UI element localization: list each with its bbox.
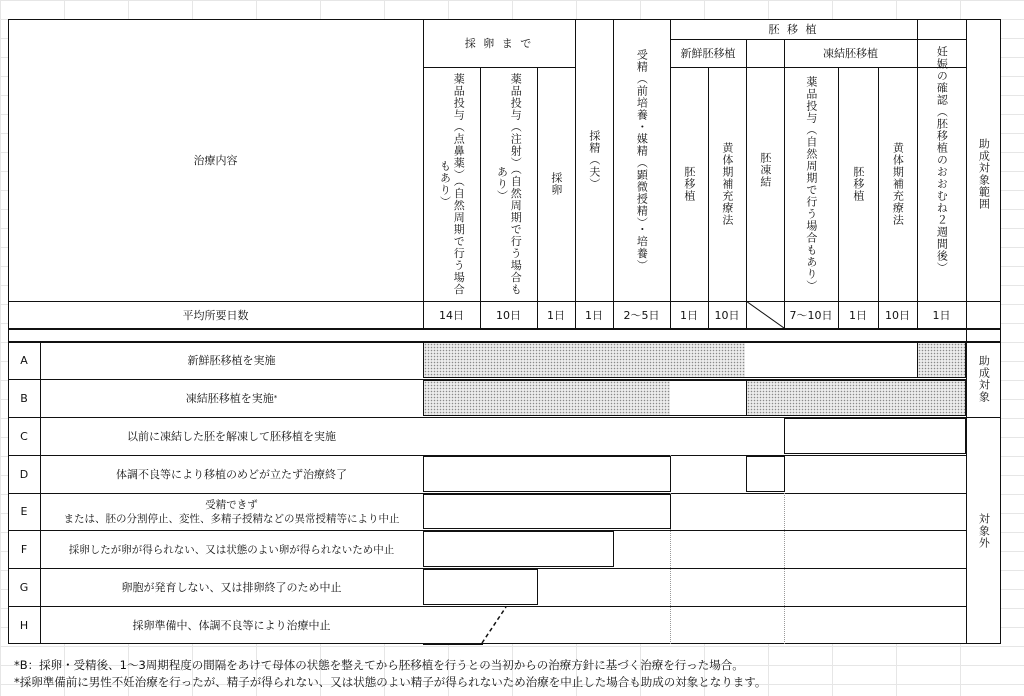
eligibility-covered: 助成対象 — [977, 355, 991, 403]
bar-b-plain — [670, 380, 747, 416]
bar-d — [423, 456, 671, 492]
fresh-transfer-header: 新鮮胚移植 — [680, 47, 736, 60]
col-fertilization: 受精（前培養・媒精（顕微授精）・培養） — [635, 48, 649, 272]
bar-e — [423, 494, 671, 529]
col-frozen-transfer: 胚移植 — [851, 166, 865, 202]
row-text: 以前に凍結した胚を解凍して胚移植を実施 — [127, 430, 336, 443]
avg-days-label: 平均所要日数 — [182, 308, 249, 322]
row-text-e: 受精できず または、胚の分割停止、変性、多精子授精などの異常授精等により中止 — [63, 498, 400, 525]
row-id: A — [20, 353, 28, 367]
bar-c — [784, 418, 966, 454]
row-text: 採卵したが卵が得られない、又は状態のよい卵が得られないため中止 — [68, 543, 395, 556]
row-id: G — [19, 580, 29, 594]
treatment-content-header: 治療内容 — [193, 154, 238, 167]
footnote: *B：採卵・受精後、1～3周期程度の間隔をあけて母体の状態を整えてから胚移植を行うとの当初からの治療方針に基づく治療を行った場合。 — [14, 658, 744, 672]
col-egg-retrieval: 採卵 — [549, 172, 563, 196]
row-id: D — [19, 467, 29, 481]
days-cell: 1日 — [585, 308, 603, 322]
row-id: F — [20, 542, 28, 556]
col-pregnancy-check: 妊娠の確認（胚移植のおおむね２週間後） — [935, 46, 949, 274]
footnotes — [14, 657, 766, 691]
bar-f — [423, 531, 614, 567]
bar-b-covered — [423, 380, 671, 416]
frozen-transfer-header: 凍結胚移植 — [823, 47, 878, 60]
days-cell: 1日 — [547, 308, 565, 322]
row-text-b: 凍結胚移植を実施 * — [185, 392, 278, 405]
row-id: E — [20, 505, 28, 518]
bar-a-check — [917, 342, 966, 378]
days-cell: 2～5日 — [623, 308, 660, 322]
bar-a-covered — [423, 342, 746, 378]
row-id: C — [20, 429, 28, 443]
days-cell: 10日 — [714, 308, 740, 322]
col-fresh-transfer: 胚移植 — [682, 166, 696, 202]
bar-d-freeze — [746, 456, 785, 492]
row-text: 体調不良等により移植のめどが立たず治療終了 — [116, 468, 347, 481]
col-drug-injection: 薬品投与（注射）（自然周期で行う場合もあり） — [495, 72, 523, 296]
embryo-transfer-header: 胚 移 植 — [768, 23, 819, 36]
row-text: 新鮮胚移植を実施 — [187, 354, 276, 367]
bar-g — [423, 569, 538, 605]
eligibility-header: 助成対象範囲 — [977, 137, 991, 210]
footnote: *採卵準備前に男性不妊治療を行ったが、精子が得られない、又は状態のよい精子が得られないため治療を中止した場合も助成の対象となります。 — [14, 675, 767, 689]
treatment-table — [8, 19, 1001, 644]
days-cell: 1日 — [849, 308, 867, 322]
row-id: B — [20, 391, 28, 405]
col-frozen-luteal: 黄体期補充療法 — [891, 142, 905, 226]
row-text: 卵胞が発育しない、又は排卵終了のため中止 — [121, 581, 342, 594]
diagonal-slash — [746, 301, 784, 328]
days-cell: 1日 — [932, 308, 951, 322]
days-cell: 10日 — [885, 308, 910, 322]
col-sperm-collection: 採精（夫） — [587, 130, 601, 190]
col-embryo-freeze: 胚凍結 — [758, 152, 772, 188]
col-drug-nasal: 薬品投与（点鼻薬）（自然周期で行う場合もあり） — [438, 72, 466, 296]
until-retrieval-header: 採 卵 ま で — [464, 37, 534, 50]
days-cell: 14日 — [439, 308, 464, 322]
bar-h-line — [423, 643, 483, 645]
days-cell: 7～10日 — [789, 308, 833, 322]
days-cell: 10日 — [496, 308, 521, 322]
bar-a-plain — [745, 342, 918, 378]
bar-b-frozen — [746, 380, 966, 416]
eligibility-not-covered: 対象外 — [977, 512, 991, 549]
row-text: 採卵準備中、体調不良等により治療中止 — [132, 619, 331, 632]
col-frozen-drug: 薬品投与（自然周期で行う場合もあり） — [804, 76, 818, 292]
days-cell: 1日 — [680, 308, 698, 322]
row-id: H — [19, 618, 29, 632]
bar-h-dashed — [478, 606, 510, 644]
col-fresh-luteal: 黄体期補充療法 — [720, 142, 734, 226]
